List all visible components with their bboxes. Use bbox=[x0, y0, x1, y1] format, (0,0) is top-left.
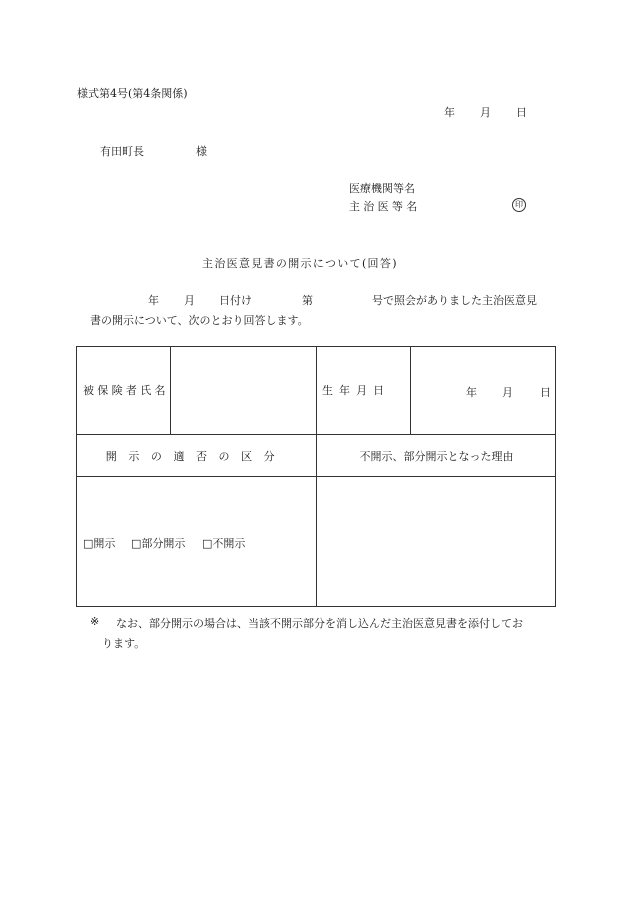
option-disclose[interactable]: □開示 bbox=[83, 537, 116, 550]
seal-mark: 印 bbox=[512, 198, 526, 212]
date-day-label: 日 bbox=[516, 106, 527, 119]
body-dai-label: 第 bbox=[302, 294, 313, 307]
note-line1: なお、部分開示の場合は、当該不開示部分を消し込んだ主治医意見書を添付してお bbox=[116, 617, 523, 630]
date-month-label: 月 bbox=[480, 106, 491, 119]
addressee-honorific: 様 bbox=[196, 145, 207, 158]
institution-label: 医療機関等名 bbox=[349, 182, 415, 195]
insured-name-label: 被保険者氏名 bbox=[83, 384, 169, 397]
form-number: 様式第4号(第4条関係) bbox=[77, 87, 188, 100]
option-partial-disclose[interactable]: □部分開示 bbox=[131, 537, 186, 550]
body-month-label: 月 bbox=[184, 294, 195, 307]
reason-value[interactable] bbox=[317, 477, 555, 606]
date-year-label: 年 bbox=[444, 106, 455, 119]
reason-header: 不開示、部分開示となった理由 bbox=[359, 449, 514, 463]
birthdate-month-label: 月 bbox=[502, 386, 513, 399]
body-line2: 書の開示について、次のとおり回答します。 bbox=[90, 314, 309, 327]
body-year-label: 年 bbox=[148, 294, 159, 307]
document-title: 主治医意見書の開示について(回答) bbox=[202, 257, 398, 270]
disclosure-header: 開示の適否の区分 bbox=[105, 449, 287, 463]
addressee-name: 有田町長 bbox=[100, 145, 144, 158]
note-mark: ※ bbox=[90, 615, 100, 628]
body-day-dated-label: 日付け bbox=[219, 294, 252, 307]
table-birth-divider bbox=[410, 346, 411, 434]
birthdate-year-label: 年 bbox=[466, 386, 477, 399]
option-non-disclose[interactable]: □不開示 bbox=[202, 537, 246, 550]
note-line2: ります。 bbox=[102, 637, 146, 650]
doctor-label: 主治医等名 bbox=[349, 200, 421, 213]
birthdate-label: 生年月日 bbox=[322, 384, 391, 397]
birthdate-day-label: 日 bbox=[540, 386, 551, 399]
body-line1-rest: 号で照会がありました主治医意見 bbox=[372, 294, 537, 307]
insured-name-value[interactable] bbox=[171, 346, 316, 434]
